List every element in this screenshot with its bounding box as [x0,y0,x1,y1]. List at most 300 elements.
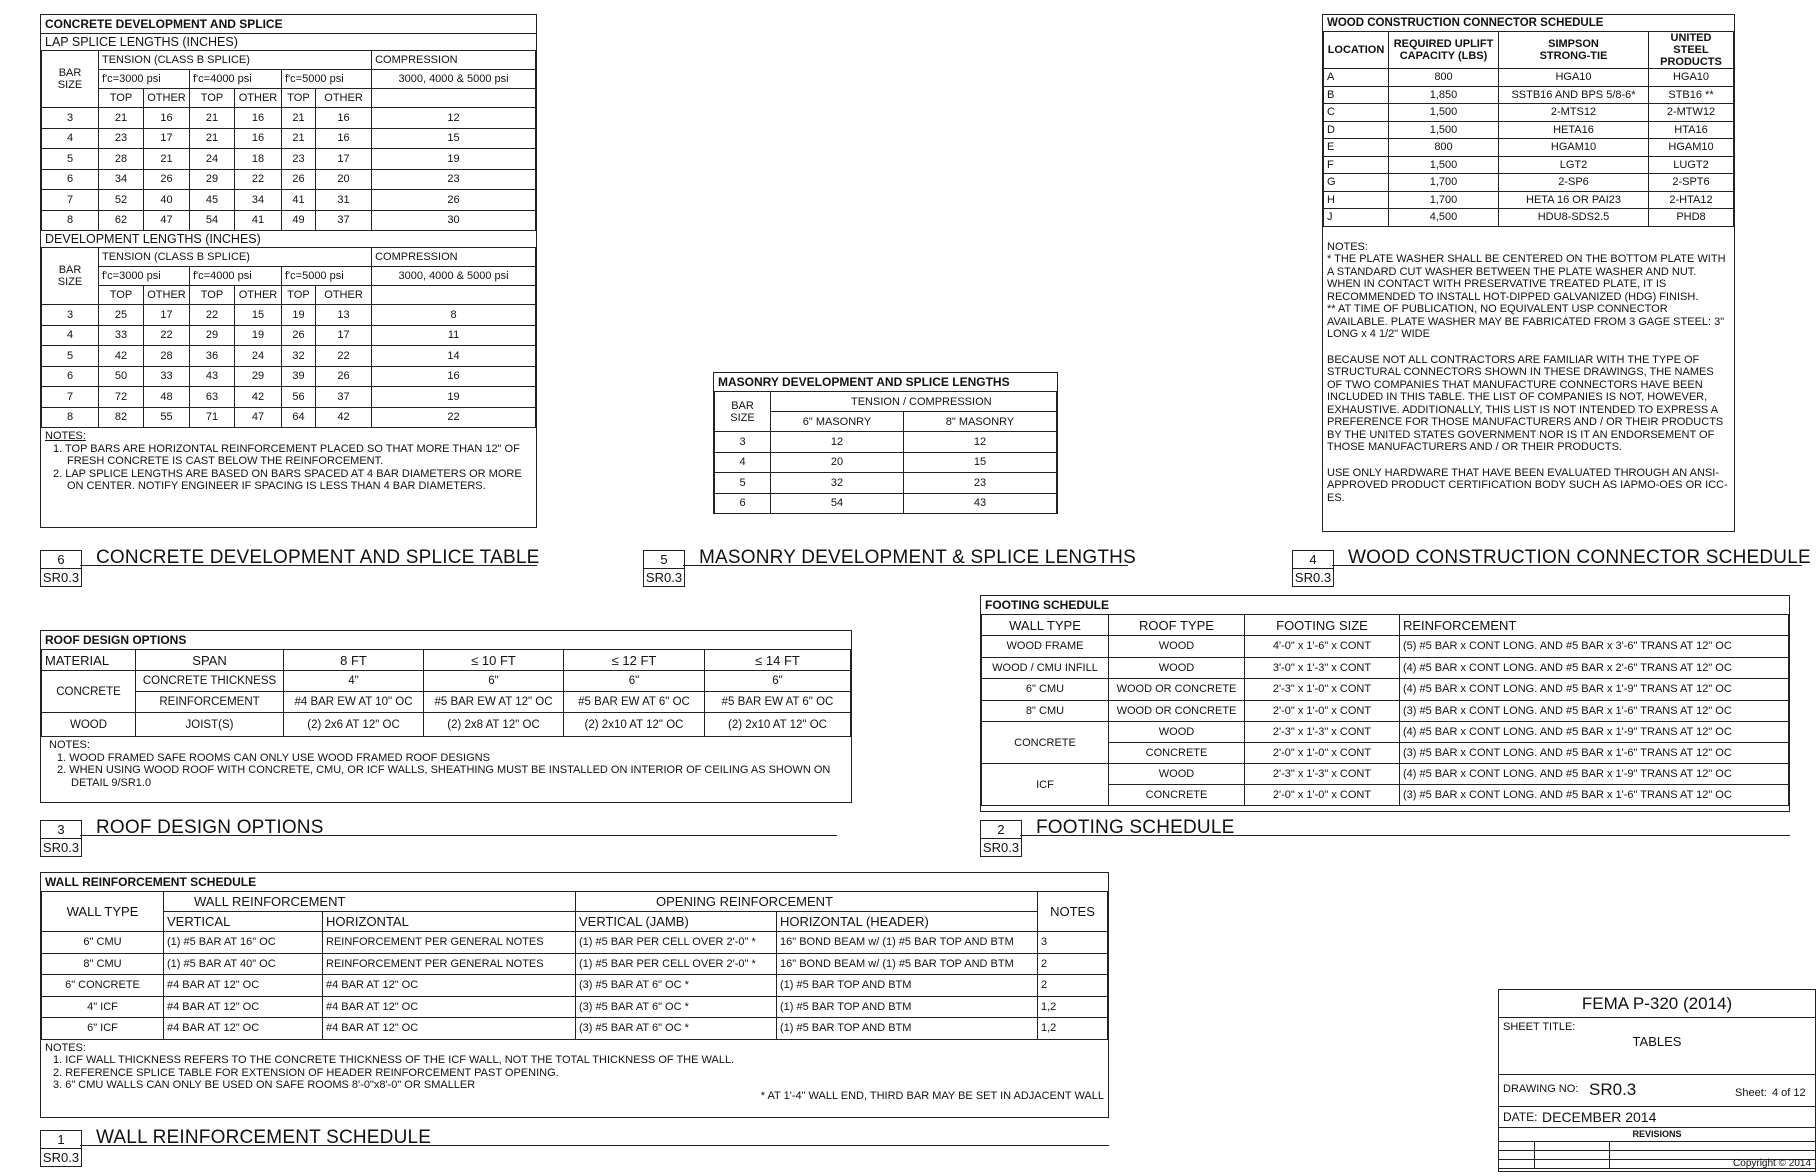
reinforcement-value: #5 BAR EW AT 6" OC [564,692,705,713]
fc3000-header: f'c=3000 psi [99,70,190,89]
table-cell: 4,500 [1389,209,1499,227]
wood-note-2: ** AT TIME OF PUBLICATION, NO EQUIVALENT USP CONNECTOR AVAILABLE. PLATE WASHER MAY BE FABRICATED FROM 3 GAGE STEEL: 3" LONG x 4 1/2" WIDE [1327,303,1725,340]
roof-design-table [41,649,851,737]
footing-rows [982,636,1789,722]
table-cell: 3 [42,108,99,129]
date-label: DATE: [1503,1110,1538,1124]
table-cell: 25 [99,305,144,326]
date-value: DECEMBER 2014 [1542,1109,1657,1125]
table-cell: 4 [42,325,99,346]
notes-header: NOTES [1038,892,1108,932]
table-row [1324,191,1734,209]
joists-label: JOIST(S) [136,713,284,737]
table-row [715,493,1057,514]
table-row [42,210,536,231]
compression-header: COMPRESSION [372,51,536,70]
table-cell: 15 [372,128,536,149]
table-cell: 19 [235,325,282,346]
notes-label: NOTES: [45,430,86,442]
wood-connector-title: WOOD CONSTRUCTION CONNECTOR SCHEDULE [1323,15,1734,32]
roof-type-cell: CONCRETE [1109,785,1245,806]
table-cell: 2-SP6 [1499,174,1649,192]
table-cell: 62 [99,210,144,231]
table-cell: (4) #5 BAR x CONT LONG. AND #5 BAR x 2'-6" TRANS AT 12" OC [1400,657,1789,679]
table-cell: SSTB16 AND BPS 5/8-6* [1499,86,1649,104]
table-cell: 21 [190,128,235,149]
top-header: TOP [99,286,144,305]
table-cell: (1) #5 BAR AT 40" OC [164,953,323,975]
revision-cell [1499,1142,1535,1151]
footing-panel [980,595,1790,812]
table-cell: 1,700 [1389,174,1499,192]
usp-header: UNITED STEEL PRODUCTS [1649,32,1734,69]
table-cell: 31 [316,190,372,211]
wood-connector-rows [1324,69,1734,227]
caption-masonry [643,547,1136,587]
table-cell: C [1324,104,1389,122]
table-cell: (1) #5 BAR AT 16" OC [164,932,323,954]
caption-roof [40,817,324,857]
concrete-note-2: 2. LAP SPLICE LENGTHS ARE BASED ON BARS SPACED AT 4 BAR DIAMETERS OR MORE ON CENTER. NOTIFY ENGINEER IF SPACING IS LESS THAN 4 BAR DIAMETERS. [53,467,522,492]
table-cell: 32 [282,346,316,367]
wall-reinforcement-header: WALL REINFORCEMENT [164,892,576,912]
revision-cell [1499,1151,1535,1160]
table-cell: 2-MTS12 [1499,104,1649,122]
table-cell: 19 [282,305,316,326]
wall-reinforcement-table [41,891,1108,1040]
table-cell: 16 [144,108,190,129]
table-cell: 4'-0" x 1'-6" x CONT [1245,636,1400,658]
document-id: FEMA P-320 (2014) [1499,990,1815,1018]
concrete-splice-title: CONCRETE DEVELOPMENT AND SPLICE [41,15,536,34]
caption-underline [80,1145,1109,1146]
table-cell: 16 [316,108,372,129]
table-cell: 14 [372,346,536,367]
table-cell: STB16 ** [1649,86,1734,104]
table-cell: 28 [144,346,190,367]
caption-concrete [40,547,539,587]
table-cell: 13 [316,305,372,326]
table-cell: (5) #5 BAR x CONT LONG. AND #5 BAR x 3'-6" TRANS AT 12" OC [1400,636,1789,658]
wood-connector-table [1323,31,1734,227]
caption-underline [1020,835,1790,836]
table-cell: 2-SPT6 [1649,174,1734,192]
table-cell: #4 BAR AT 12" OC [323,975,576,997]
table-cell: 20 [316,169,372,190]
table-cell: E [1324,139,1389,157]
table-cell: 1,500 [1389,121,1499,139]
table-cell: #4 BAR AT 12" OC [323,996,576,1018]
reinforcement-cell: (3) #5 BAR x CONT LONG. AND #5 BAR x 1'-6" TRANS AT 12" OC [1400,743,1789,764]
table-cell: (1) #5 BAR PER CELL OVER 2'-0" * [576,932,777,954]
concrete-material: CONCRETE [42,671,136,713]
caption-underline [80,835,837,836]
reinforcement-value: #5 BAR EW AT 12" OC [424,692,564,713]
wood-note-4: USE ONLY HARDWARE THAT HAVE BEEN EVALUATED THROUGH AN ANSI-APPROVED PRODUCT CERTIFICATION BODY SUCH AS IAPMO-OES OR ICC-ES. [1327,466,1728,504]
caption-underline [1332,565,1802,566]
table-cell: (1) #5 BAR TOP AND BTM [777,1018,1038,1040]
table-cell: 19 [372,149,536,170]
table-cell: 22 [144,325,190,346]
detail-number: 5 [644,551,684,569]
simpson-header: SIMPSON STRONG-TIE [1499,32,1649,69]
revision-cell [1535,1160,1610,1169]
table-row [982,657,1789,679]
table-cell: 52 [99,190,144,211]
table-cell: HGAM10 [1649,139,1734,157]
caption-text: CONCRETE DEVELOPMENT AND SPLICE TABLE [96,547,540,568]
bar-size-header: BAR SIZE [42,248,99,305]
table-cell: B [1324,86,1389,104]
table-cell: 37 [316,210,372,231]
table-cell: 1,850 [1389,86,1499,104]
caption-text: FOOTING SCHEDULE [1036,817,1235,838]
title-block [1498,989,1816,1172]
uplift-header: REQUIRED UPLIFT CAPACITY (LBS) [1389,32,1499,69]
detail-sheet: SR0.3 [645,570,683,585]
table-cell: 21 [99,108,144,129]
table-row [982,679,1789,701]
table-cell: (3) #5 BAR AT 6" OC * [576,1018,777,1040]
wood-notes [1323,227,1734,507]
top-header: TOP [282,286,316,305]
roof-design-title: ROOF DESIGN OPTIONS [41,631,851,650]
table-cell: 18 [235,149,282,170]
table-cell: 2'-0" x 1'-0" x CONT [1245,700,1400,722]
table-cell: 800 [1389,69,1499,87]
wood-material: WOOD [42,713,136,737]
table-cell: REINFORCEMENT PER GENERAL NOTES [323,953,576,975]
table-cell: HGA10 [1499,69,1649,87]
table-row [1324,121,1734,139]
wood-connector-panel [1322,14,1735,532]
revision-cell [1535,1142,1610,1151]
footing-size-cell: 2'-0" x 1'-0" x CONT [1245,785,1400,806]
table-cell: 54 [771,493,904,514]
thickness-value: 4" [284,671,424,692]
table-cell: 47 [235,407,282,428]
icf-wall-type: ICF [982,764,1109,806]
table-cell: 82 [99,407,144,428]
table-cell: 8" CMU [42,953,164,975]
masonry-title: MASONRY DEVELOPMENT AND SPLICE LENGTHS [714,373,1057,392]
roof-type-cell: WOOD [1109,764,1245,785]
table-cell: 16 [235,108,282,129]
table-cell: PHD8 [1649,209,1734,227]
empty-cell [372,286,536,305]
table-cell: 2-MTW12 [1649,104,1734,122]
table-cell: G [1324,174,1389,192]
bar-size-header: BAR SIZE [42,51,99,108]
table-cell: 43 [904,493,1057,514]
table-row [1324,69,1734,87]
lap-splice-subtitle: LAP SPLICE LENGTHS (INCHES) [41,34,536,51]
table-cell: 6" CMU [982,679,1109,701]
table-cell: A [1324,69,1389,87]
table-cell: 39 [282,366,316,387]
six-inch-masonry-header: 6" MASONRY [771,412,904,432]
table-cell: 12 [904,432,1057,453]
table-cell: 15 [235,305,282,326]
table-cell: 64 [282,407,316,428]
span-header: SPAN [136,650,284,671]
table-cell: 21 [282,108,316,129]
caption-underline [683,565,1128,566]
table-cell: 5 [715,473,771,494]
table-cell: 3'-0" x 1'-3" x CONT [1245,657,1400,679]
table-cell: (3) #5 BAR AT 6" OC * [576,975,777,997]
tension-compression-header: TENSION / COMPRESSION [771,392,1057,412]
table-cell: 29 [190,169,235,190]
table-cell: (4) #5 BAR x CONT LONG. AND #5 BAR x 1'-9" TRANS AT 12" OC [1400,679,1789,701]
table-row [982,636,1789,658]
top-header: TOP [99,89,144,108]
tension-header: TENSION (CLASS B SPLICE) [99,51,372,70]
table-cell: 3 [1038,932,1108,954]
table-row [42,407,536,428]
table-cell: 1,500 [1389,104,1499,122]
table-cell: 16" BOND BEAM w/ (1) #5 BAR TOP AND BTM [777,953,1038,975]
table-cell: 4 [42,128,99,149]
table-row [42,108,536,129]
wall-type-header: WALL TYPE [982,615,1109,636]
eight-inch-masonry-header: 8" MASONRY [904,412,1057,432]
table-cell: 21 [282,128,316,149]
concrete-notes [41,428,536,495]
fc-all-header: 3000, 4000 & 5000 psi [372,70,536,89]
date-cell [1499,1107,1815,1128]
table-row [42,996,1108,1018]
detail-number: 1 [41,1131,81,1149]
table-row [42,932,1108,954]
fc5000-header: f'c=5000 psi [282,267,372,286]
caption-footing [980,817,1235,857]
table-cell: 47 [144,210,190,231]
table-cell: 50 [99,366,144,387]
table-cell: 12 [372,108,536,129]
table-cell: 33 [99,325,144,346]
table-cell: 17 [316,149,372,170]
table-cell: 8 [372,305,536,326]
detail-tag [40,550,82,587]
fc5000-header: f'c=5000 psi [282,70,372,89]
table-row [42,953,1108,975]
table-cell: HETA16 [1499,121,1649,139]
wall-note-1: 1. ICF WALL THICKNESS REFERS TO THE CONCRETE THICKNESS OF THE ICF WALL, NOT THE TOTAL THICKNESS OF THE WALL. [53,1054,735,1066]
location-header: LOCATION [1324,32,1389,69]
detail-tag [1292,550,1334,587]
fc-all-header: 3000, 4000 & 5000 psi [372,267,536,286]
thickness-value: 6" [705,671,851,692]
table-cell: 800 [1389,139,1499,157]
table-cell: (3) #5 BAR x CONT LONG. AND #5 BAR x 1'-6" TRANS AT 12" OC [1400,700,1789,722]
table-cell: WOOD FRAME [982,636,1109,658]
table-cell: 24 [235,346,282,367]
table-cell: 29 [235,366,282,387]
dev-length-rows [42,305,536,428]
table-cell: #4 BAR AT 12" OC [164,1018,323,1040]
wall-reinforcement-rows [42,932,1108,1040]
top-header: TOP [190,286,235,305]
table-cell: 1,2 [1038,1018,1108,1040]
table-cell: 43 [190,366,235,387]
footing-size-header: FOOTING SIZE [1245,615,1400,636]
table-cell: 36 [190,346,235,367]
concrete-wall-type: CONCRETE [982,722,1109,764]
copyright: Copyright © 2014 [1733,1158,1811,1169]
table-cell: F [1324,156,1389,174]
table-cell: 3 [42,305,99,326]
table-cell: 26 [144,169,190,190]
table-cell: 28 [99,149,144,170]
table-cell: 29 [190,325,235,346]
top-header: TOP [190,89,235,108]
table-cell: 23 [99,128,144,149]
other-header: OTHER [144,89,190,108]
table-cell: 2'-3" x 1'-0" x CONT [1245,679,1400,701]
empty-cell [372,89,536,108]
table-cell: (1) #5 BAR TOP AND BTM [777,975,1038,997]
detail-number: 4 [1293,551,1333,569]
revision-cell [1610,1142,1816,1151]
table-cell: 32 [771,473,904,494]
wood-note-3: BECAUSE NOT ALL CONTRACTORS ARE FAMILIAR WITH THE TYPE OF STRUCTURAL CONNECTORS SHOWN IN THESE DRAWINGS, THE NAMES OF TWO COMPANIES THAT MANUFACTURE CONNECTORS HAVE BEEN INCLUDED IN THIS TABLE. THE LIST OF COMPANIES IS NOT, HOWEVER, EXHAUSTIVE. ADDITIONALLY, THIS LIST IS NOT INTENDED TO EXPRESS A PREFERENCE FOR THOSE MANUFACTURERS AND / OR THEIR PRODUCTS BY THE UNITED STATES GOVERNMENT NOR IS IT AN ENDORSEMENT OF THOSE MANUFACTURERS AND / OR THEIR PRODUCTS. [1327,353,1724,453]
table-cell: 40 [144,190,190,211]
concrete-note-1: 1. TOP BARS ARE HORIZONTAL REINFORCEMENT PLACED SO THAT MORE THAN 12" OF FRESH CONCRETE IS CAST BELOW THE REINFORCEMENT. [53,442,520,467]
caption-text: ROOF DESIGN OPTIONS [96,817,324,838]
table-row [42,1018,1108,1040]
table-cell: 8" CMU [982,700,1109,722]
other-header: OTHER [316,286,372,305]
detail-tag [980,820,1022,857]
table-cell: 1,2 [1038,996,1108,1018]
table-cell: 1,500 [1389,156,1499,174]
table-cell: HETA 16 OR PAI23 [1499,191,1649,209]
detail-sheet: SR0.3 [42,1150,80,1165]
detail-number: 3 [41,821,81,839]
table-cell: 26 [316,366,372,387]
sheet-title: TABLES [1632,1034,1682,1049]
table-cell: 71 [190,407,235,428]
table-cell: 16 [372,366,536,387]
table-row [42,305,536,326]
table-cell: (1) #5 BAR TOP AND BTM [777,996,1038,1018]
roof-design-panel [40,630,852,803]
table-cell: D [1324,121,1389,139]
table-cell: WOOD OR CONCRETE [1109,679,1245,701]
masonry-panel [713,372,1058,514]
detail-number: 2 [981,821,1021,839]
wall-type-header: WALL TYPE [42,892,164,932]
table-row [42,346,536,367]
notes-label: NOTES: [45,1041,86,1054]
table-cell: 23 [904,473,1057,494]
other-header: OTHER [316,89,372,108]
caption-wall [40,1127,431,1167]
table-cell: 22 [372,407,536,428]
horizontal-header: HORIZONTAL [323,912,576,932]
table-cell: 23 [372,169,536,190]
table-cell: 6" ICF [42,1018,164,1040]
table-cell: 2 [1038,953,1108,975]
table-cell: 20 [771,452,904,473]
table-cell: 3 [715,432,771,453]
table-cell: 17 [144,305,190,326]
fc4000-header: f'c=4000 psi [190,70,282,89]
lap-splice-table [41,50,536,231]
reinforcement-cell: (4) #5 BAR x CONT LONG. AND #5 BAR x 1'-9" TRANS AT 12" OC [1400,764,1789,785]
table-cell: 45 [190,190,235,211]
table-row [715,473,1057,494]
material-header: MATERIAL [42,650,136,671]
table-cell: 37 [316,387,372,408]
table-cell: 48 [144,387,190,408]
drawing-no-cell [1499,1075,1815,1107]
masonry-table [714,391,1057,514]
bar-size-header: BAR SIZE [715,392,771,432]
detail-sheet: SR0.3 [42,570,80,585]
table-cell: 11 [372,325,536,346]
roof-notes [41,737,851,791]
sheet-title-cell [1499,1018,1815,1075]
reinforcement-header: REINFORCEMENT [1400,615,1789,636]
table-row [42,149,536,170]
table-cell: 22 [235,169,282,190]
detail-number: 6 [41,551,81,569]
table-cell: WOOD [1109,657,1245,679]
other-header: OTHER [144,286,190,305]
table-cell: 17 [144,128,190,149]
footing-table [981,614,1789,806]
table-row [42,387,536,408]
table-cell: 42 [316,407,372,428]
caption-text: WALL REINFORCEMENT SCHEDULE [96,1127,432,1148]
table-row [1324,139,1734,157]
table-row [715,452,1057,473]
table-cell: 23 [282,149,316,170]
vertical-jamb-header: VERTICAL (JAMB) [576,912,777,932]
table-cell: 72 [99,387,144,408]
thickness-value: 6" [564,671,705,692]
dev-length-table [41,247,536,428]
table-cell: #4 BAR AT 12" OC [164,996,323,1018]
drawing-no-label: DRAWING NO: [1503,1083,1579,1095]
joist-value: (2) 2x6 AT 12" OC [284,713,424,737]
roof-type-cell: CONCRETE [1109,743,1245,764]
other-header: OTHER [235,89,282,108]
table-row [982,700,1789,722]
roof-type-header: ROOF TYPE [1109,615,1245,636]
table-cell: WOOD OR CONCRETE [1109,700,1245,722]
table-cell: 16 [316,128,372,149]
table-cell: 22 [316,346,372,367]
table-cell: #4 BAR AT 12" OC [323,1018,576,1040]
table-row [42,169,536,190]
detail-tag [40,1130,82,1167]
table-cell: 26 [282,169,316,190]
span-14ft-header: ≤ 14 FT [705,650,851,671]
table-row [42,190,536,211]
table-cell: 16" BOND BEAM w/ (1) #5 BAR TOP AND BTM [777,932,1038,954]
dev-length-subtitle: DEVELOPMENT LENGTHS (INCHES) [41,231,536,248]
table-cell: 42 [99,346,144,367]
table-cell: LGT2 [1499,156,1649,174]
table-row [715,432,1057,453]
wall-notes [41,1040,1108,1105]
table-cell: J [1324,209,1389,227]
table-row [1324,156,1734,174]
wall-note-2: 2. REFERENCE SPLICE TABLE FOR EXTENSION OF HEADER REINFORCEMENT PAST OPENING. [53,1066,559,1079]
